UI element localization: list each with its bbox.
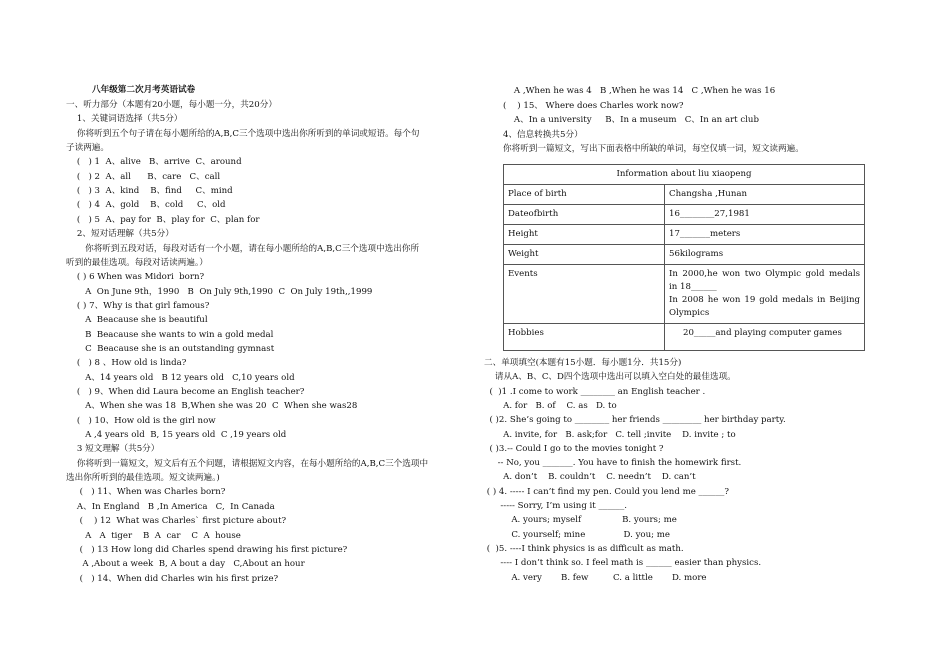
text-line: C. yourself; mine D. you; me [484, 529, 671, 540]
text-line: ---- I don’t think so. I feel math is ______ easier than physics. [484, 558, 762, 569]
row-value: 20_____and playing computer games [665, 324, 865, 351]
text-line: -- No, you _______. You have to finish the homewirk first. [484, 458, 742, 469]
table-header: Information about liu xiaopeng [504, 165, 865, 185]
text-line: ----- Sorry, I’m using it ______. [484, 501, 628, 511]
table-row [504, 205, 865, 225]
text-line: 子读两遍。 [66, 143, 109, 154]
text-line: ( ) 12 What was Charles` first picture about? [66, 516, 287, 527]
text-line: C Beacause she is an outstanding gymnast [66, 343, 275, 354]
text-line: A A tiger B A car C A house [66, 530, 241, 541]
text-line: ( ) 15、 Where does Charles work now? [503, 100, 684, 111]
text-line: A ,4 years old B, 15 years old C ,19 years old [66, 430, 287, 441]
event-2000: In 2000,he won two Olympic gold medals in 18______ [669, 269, 860, 292]
text-line: 二、单项填空(本题有15小题．每小题1分．共15分) [484, 358, 682, 368]
text-line: A、When she was 18 B,When she was 20 C When she was28 [66, 401, 358, 412]
text-line: ( ) 5 A、pay for B、play for C、plan for [66, 214, 260, 225]
text-line: ( )5. ----I think physics is as difficult as math. [484, 543, 684, 554]
row-label: Hobbies [504, 324, 665, 351]
text-line: 3 短文理解（共5分） [66, 444, 160, 455]
row-label: Height [504, 225, 665, 245]
text-line: A. don’t B. couldn’t C. needn’t D. can’t [484, 472, 696, 483]
table-row [504, 225, 865, 245]
row-label: Place of birth [504, 185, 665, 205]
text-line: 你将听到五段对话，每段对话有一个小题，请在每小题所给的A,B,C三个选项中选出你所 [66, 243, 420, 254]
text-line: ( ) 3 A、kind B、find C、mind [66, 186, 233, 197]
text-line: ( ) 13 How long did Charles spend drawing his first picture? [66, 544, 348, 555]
text-line: 2、短对话理解（共5分） [66, 229, 174, 240]
text-line: ( ) 4. ----- I can’t find my pen. Could you lend me ______? [484, 486, 729, 497]
text-line: 请从A、B、C、D四个选项中选出可以填入空白处的最佳选项。 [484, 372, 736, 383]
text-line: A Beacause she is beautiful [66, 315, 208, 326]
text-line: ( ) 4 A、gold B、cold C、old [66, 200, 226, 211]
text-line: B Beacause she wants to win a gold medal [66, 329, 274, 340]
row-label: Events [504, 265, 665, 324]
text-line: 你将听到五个句子请在每小题所给的A,B,C三个选项中选出你所听到的单词或短语。每个句 [66, 128, 420, 139]
text-line: A ,About a week B, A bout a day C,About an hour [66, 559, 305, 570]
text-line: 一、听力部分（本题有20小题，每小题一分，共20分） [66, 100, 277, 110]
text-line: A. invite, for B. ask;for C. tell ;invite D. invite ; to [484, 429, 736, 440]
text-line: A ,When he was 4 B ,When he was 14 C ,When he was 16 [503, 86, 776, 96]
text-line: 你将听到一篇短文，短文后有五个问题，请根据短文内容，在每小题所给的A,B,C三个选项中 [66, 458, 429, 469]
text-line: ( )1 .I come to work ________ an English teacher . [484, 386, 706, 397]
text-line: A. yours; myself B. yours; me [484, 515, 677, 526]
text-line: ( ) 10、How old is the girl now [66, 415, 216, 426]
text-line: 听到的最佳选项。每段对话读两遍。） [66, 257, 208, 268]
text-line: ( ) 14、When did Charles win his first prize? [66, 573, 279, 584]
text-line: ( ) 6 When was Midori born? [66, 272, 205, 283]
row-value [665, 265, 865, 324]
text-line: A. very B. few C. a little D. more [484, 572, 707, 583]
text-line: 4、信息转换共5分） [503, 129, 583, 140]
row-value: 17_______meters [665, 225, 865, 245]
text-line: A、14 years old B 12 years old C,10 years old [66, 372, 295, 383]
text-line: ( ) 1 A、alive B、arrive C、around [66, 157, 242, 168]
text-line: 1、关键词语选择（共5分） [66, 114, 183, 125]
text-line: ( ) 8 、How old is linda? [66, 358, 187, 369]
text-line: ( ) 11、When was Charles born? [66, 487, 226, 498]
row-label: Weight [504, 245, 665, 265]
text-line: ( )3.-- Could I go to the movies tonight ? [484, 443, 664, 454]
text-line: ( ) 7、Why is that girl famous? [66, 300, 210, 311]
row-value: 16________27,1981 [665, 205, 865, 225]
table-row [504, 185, 865, 205]
info-table [503, 164, 865, 351]
row-value: 56kilograms [665, 245, 865, 265]
text-line: ( ) 2 A、all B、care C、call [66, 171, 221, 182]
text-line: A On June 9th，1990 B On July 9th,1990 C On July 19th,,1999 [66, 286, 373, 297]
text-line: ( )2. She’s going to ________ her friends _________ her birthday party. [484, 415, 786, 426]
text-line: 你将听到一篇短文，写出下面表格中所缺的单词，每空仅填一词，短文读两遍。 [503, 144, 804, 155]
text-line: A、In a university B、In a museum C、In an art club [503, 115, 759, 126]
text-line: 选出你所听到的最佳选项。短文读两遍。) [66, 473, 220, 484]
exam-title: 八年级第二次月考英语试卷 [92, 85, 196, 95]
row-label: Dateofbirth [504, 205, 665, 225]
event-2008: In 2008 he won 19 gold medals in Beijing Olympics [669, 295, 860, 318]
text-line: ( ) 9、When did Laura become an English teacher? [66, 387, 305, 397]
text-line: A、In England B ,In America C, In Canada [66, 501, 275, 512]
table-row [504, 265, 865, 324]
text-line: A. for B. of C. as D. to [484, 400, 617, 411]
table-row [504, 245, 865, 265]
table-row [504, 324, 865, 351]
row-value: Changsha ,Hunan [665, 185, 865, 205]
